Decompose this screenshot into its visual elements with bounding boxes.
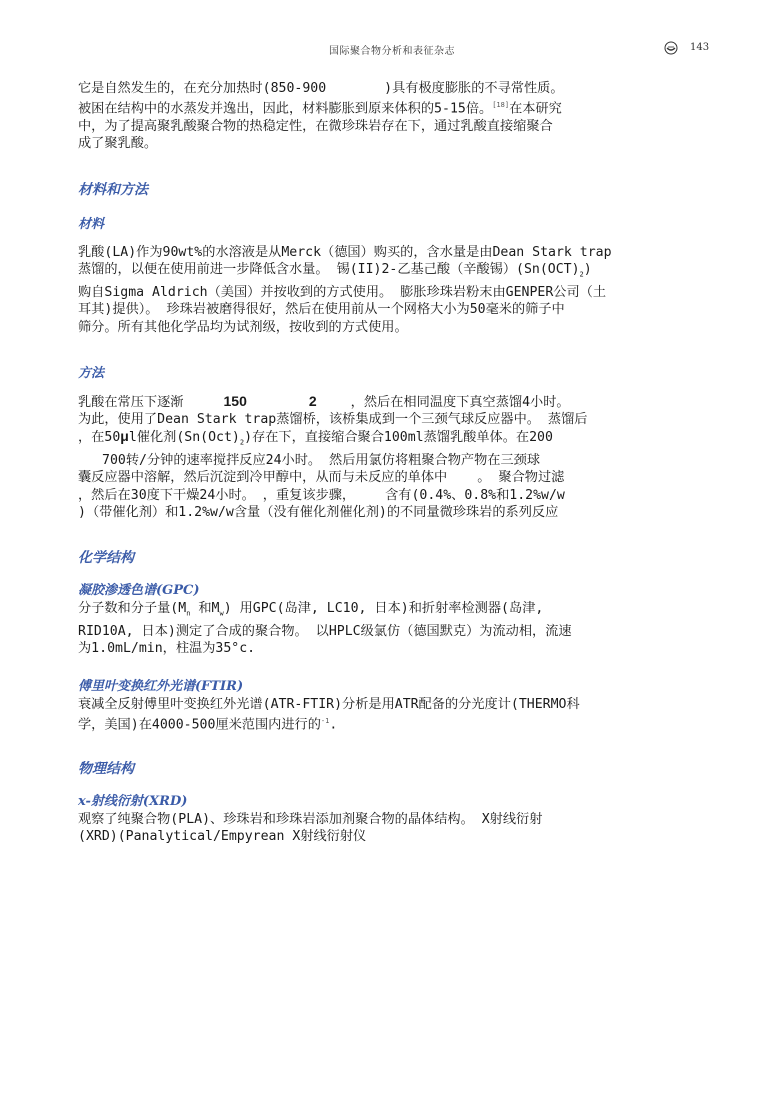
section-heading-chemical-structure: 化学结构 — [78, 549, 134, 566]
ftir-paragraph: 衰减全反射傅里叶变换红外光谱(ATR-FTIR)分析是用ATR配备的分光度计(THERMO科 学，美国)在4000-500厘米范围内进行的$^{-1}$. — [78, 697, 580, 733]
section-heading-materials-methods: 材料和方法 — [78, 182, 148, 199]
section-heading-physical-structure: 物理结构 — [78, 760, 134, 777]
materials-paragraph: 乳酸(LA)作为90wt%的水溶液是从Merck（德国）购买的，含水量是由Dean Stark trap 蒸馏的，以便在使用前进一步降低含水量。 锡(II)2-乙基己酸（辛酸锡）$(Sn(OCT)_2)$ 购自Sigma Aldrich（美国）并按收到的方式使用。 膨胀珍珠岩粉末由GENPER公司（土 耳其)提供）。 珍珠岩被磨得很好，然后在使用前从一个网格大小为50毫米的筛子中 筛分。所有其他化学品均为试剂级，按收到的方式使用。 — [78, 245, 612, 335]
page-number: 143 — [690, 42, 710, 53]
intro-paragraph: 它是自然发生的，在充分加热时(850-900 )具有极度膨胀的不寻常性质。 被困在结构中的水蒸发并逸出，因此，材料膨胀到原来体积的5-15倍。[18]在本研究 中，为了提高聚乳酸聚合物的热稳定性，在微珍珠岩存在下，通过乳酸直接缩聚合 成了聚乳酸。 — [78, 81, 564, 151]
gpc-paragraph: 分子数和分子量($M_n$ 和$M_w$) 用GPC(岛津, LC10, 日本)和折射率检测器(岛津, RID10A, 日本)测定了合成的聚合物。 以HPLC级氯仿（德国默克）为流动相，流速 为1.0mL/min，柱温为35°c. — [78, 600, 572, 656]
citation-ref[interactable]: [18] — [492, 101, 510, 110]
page-header — [0, 42, 784, 62]
subsection-heading-materials: 材料 — [78, 217, 105, 233]
subsection-heading-xrd: x-射线衍射(XRD) — [78, 793, 188, 809]
journal-logo-icon — [664, 41, 678, 55]
journal-title: 国际聚合物分析和表征杂志 — [329, 46, 455, 57]
article-body — [78, 80, 710, 845]
subsection-heading-methods: 方法 — [78, 365, 105, 381]
subsection-heading-gpc: 凝胶渗透色谱(GPC) — [78, 582, 200, 598]
subsection-heading-ftir: 傅里叶变换红外光谱(FTIR) — [78, 679, 244, 695]
methods-paragraph: 乳酸在常压下逐渐 150 2 ，然后在相同温度下真空蒸馏4小时。 为此，使用了Dean Stark trap蒸馏桥，该桥集成到一个三颈气球反应器中。 蒸馏后 ，在50μl催化剂$(Sn(Oct)_2)$存在下，直接缩合聚合100ml蒸馏乳酸单体。在200 700转/分钟的速率搅拌反应24小时。 然后用氯仿将粗聚合物产物在三颈球 囊反应器中溶解，然后沉淀到冷甲醇中，从而与未反应的单体中 。 聚合物过滤 ，然后在30度下干燥24小时。 ，重复该步骤， 含有(0.4%、0.8%和1.2%w/w )（带催化剂）和1.2%w/w含量（没有催化剂催化剂)的不同量微珍珠岩的系列反应 — [78, 392, 588, 520]
xrd-paragraph: 观察了纯聚合物(PLA)、珍珠岩和珍珠岩添加剂聚合物的晶体结构。 X射线衍射 (XRD)(Panalytical/Empyrean X射线衍射仪 — [78, 811, 543, 845]
